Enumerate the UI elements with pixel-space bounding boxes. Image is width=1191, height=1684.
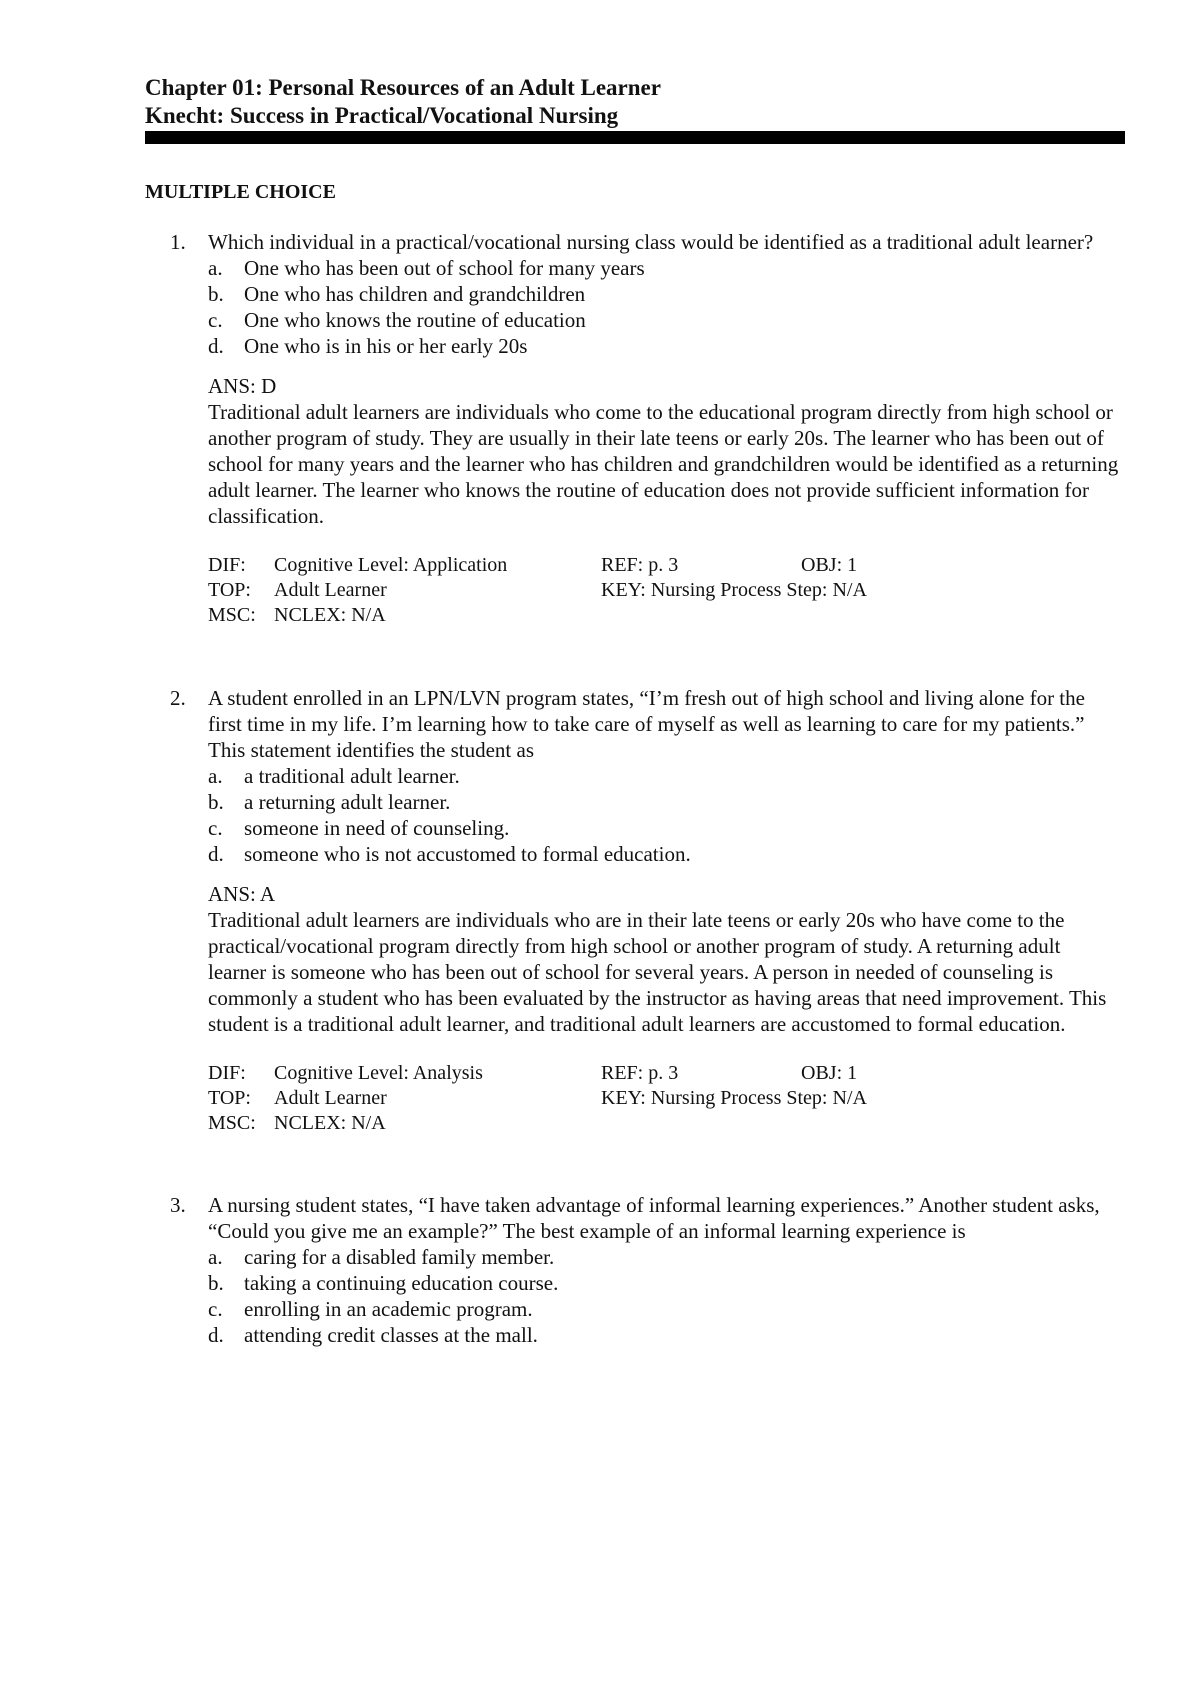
option-b xyxy=(208,789,1120,815)
option-letter: b. xyxy=(208,1271,224,1295)
dif-value: Cognitive Level: Analysis xyxy=(274,1062,483,1084)
msc-value: NCLEX: N/A xyxy=(274,604,386,626)
option-d xyxy=(208,1322,1120,1348)
option-a xyxy=(208,763,1120,789)
option-list xyxy=(170,255,1120,359)
option-d xyxy=(208,333,1120,359)
dif-value: Cognitive Level: Application xyxy=(274,554,508,576)
option-text: a returning adult learner. xyxy=(244,790,451,814)
key-value: KEY: Nursing Process Step: N/A xyxy=(601,579,867,601)
option-d xyxy=(208,841,1120,867)
question-stem xyxy=(170,685,1120,763)
answer-block xyxy=(170,373,1120,529)
option-c xyxy=(208,307,1120,333)
option-letter: c. xyxy=(208,308,223,332)
option-letter: d. xyxy=(208,842,224,866)
question-metadata xyxy=(170,1061,1120,1139)
meta-row-top xyxy=(208,578,1120,603)
key-value: KEY: Nursing Process Step: N/A xyxy=(601,1087,867,1109)
answer-key: ANS: D xyxy=(208,374,277,398)
meta-row-msc xyxy=(208,603,1120,628)
question-number: 3. xyxy=(170,1193,186,1217)
option-a xyxy=(208,255,1120,281)
option-letter: a. xyxy=(208,256,223,280)
option-c xyxy=(208,1296,1120,1322)
question-number: 2. xyxy=(170,686,186,710)
question-text: A nursing student states, “I have taken advantage of informal learning experiences.” Another student asks, “Could you give me an example?” The best example of an informal learning experience is xyxy=(208,1193,1100,1243)
option-list xyxy=(170,1244,1120,1348)
ref-value: REF: p. 3 xyxy=(601,554,679,576)
option-b xyxy=(208,1270,1120,1296)
msc-value: NCLEX: N/A xyxy=(274,1112,386,1134)
top-label: TOP: xyxy=(208,1087,251,1109)
meta-row-dif xyxy=(208,553,1120,578)
question-metadata xyxy=(170,553,1120,631)
top-label: TOP: xyxy=(208,579,251,601)
option-text: a traditional adult learner. xyxy=(244,764,460,788)
meta-row-top xyxy=(208,1086,1120,1111)
section-heading: MULTIPLE CHOICE xyxy=(145,181,336,203)
chapter-title: Chapter 01: Personal Resources of an Adult Learner xyxy=(145,75,661,100)
option-text: someone who is not accustomed to formal education. xyxy=(244,842,691,866)
question-text: Which individual in a practical/vocational nursing class would be identified as a traditional adult learner? xyxy=(208,230,1094,254)
option-text: One who has children and grandchildren xyxy=(244,282,586,306)
option-letter: c. xyxy=(208,816,223,840)
meta-row-msc xyxy=(208,1111,1120,1136)
msc-label: MSC: xyxy=(208,1112,256,1134)
option-letter: c. xyxy=(208,1297,223,1321)
top-value: Adult Learner xyxy=(274,1087,387,1109)
option-letter: d. xyxy=(208,334,224,358)
question-stem xyxy=(170,229,1120,255)
option-a xyxy=(208,1244,1120,1270)
ref-value: REF: p. 3 xyxy=(601,1062,679,1084)
answer-key: ANS: A xyxy=(208,882,276,906)
dif-label: DIF: xyxy=(208,554,246,576)
msc-label: MSC: xyxy=(208,604,256,626)
option-b xyxy=(208,281,1120,307)
question-2 xyxy=(170,685,1120,1139)
page-header xyxy=(145,74,1125,130)
option-text: taking a continuing education course. xyxy=(244,1271,559,1295)
obj-value: OBJ: 1 xyxy=(801,554,858,576)
obj-value: OBJ: 1 xyxy=(801,1062,858,1084)
option-text: enrolling in an academic program. xyxy=(244,1297,533,1321)
question-1 xyxy=(170,229,1120,631)
option-text: someone in need of counseling. xyxy=(244,816,510,840)
option-text: One who has been out of school for many years xyxy=(244,256,645,280)
meta-row-dif xyxy=(208,1061,1120,1086)
book-title: Knecht: Success in Practical/Vocational Nursing xyxy=(145,103,619,128)
header-rule xyxy=(145,131,1125,144)
question-stem xyxy=(170,1192,1120,1244)
option-text: One who knows the routine of education xyxy=(244,308,586,332)
top-value: Adult Learner xyxy=(274,579,387,601)
option-text: caring for a disabled family member. xyxy=(244,1245,555,1269)
option-letter: b. xyxy=(208,282,224,306)
rationale: Traditional adult learners are individuals who come to the educational program directly from high school or another program of study. They are usually in their late teens or early 20s. The learner who has been out of school for many years and the learner who has children and grandchildren would be identified as a returning adult learner. The learner who knows the routine of education does not provide sufficient information for classification. xyxy=(208,400,1119,528)
option-letter: d. xyxy=(208,1323,224,1347)
dif-label: DIF: xyxy=(208,1062,246,1084)
option-letter: b. xyxy=(208,790,224,814)
answer-block xyxy=(170,881,1120,1037)
rationale: Traditional adult learners are individuals who are in their late teens or early 20s who have come to the practical/vocational program directly from high school or another program of study. A returning adult learner is someone who has been out of school for several years. A person in needed of counseling is commonly a student who has been evaluated by the instructor as having areas that need improvement. This student is a traditional adult learner, and traditional adult learners are accustomed to formal education. xyxy=(208,908,1107,1036)
option-letter: a. xyxy=(208,764,223,788)
question-text: A student enrolled in an LPN/LVN program states, “I’m fresh out of high school and living alone for the first time in my life. I’m learning how to take care of myself as well as learning to care for my patients.” This statement identifies the student as xyxy=(208,686,1085,762)
option-text: attending credit classes at the mall. xyxy=(244,1323,538,1347)
option-list xyxy=(170,763,1120,867)
option-text: One who is in his or her early 20s xyxy=(244,334,528,358)
option-c xyxy=(208,815,1120,841)
question-3 xyxy=(170,1192,1120,1348)
question-number: 1. xyxy=(170,230,186,254)
option-letter: a. xyxy=(208,1245,223,1269)
